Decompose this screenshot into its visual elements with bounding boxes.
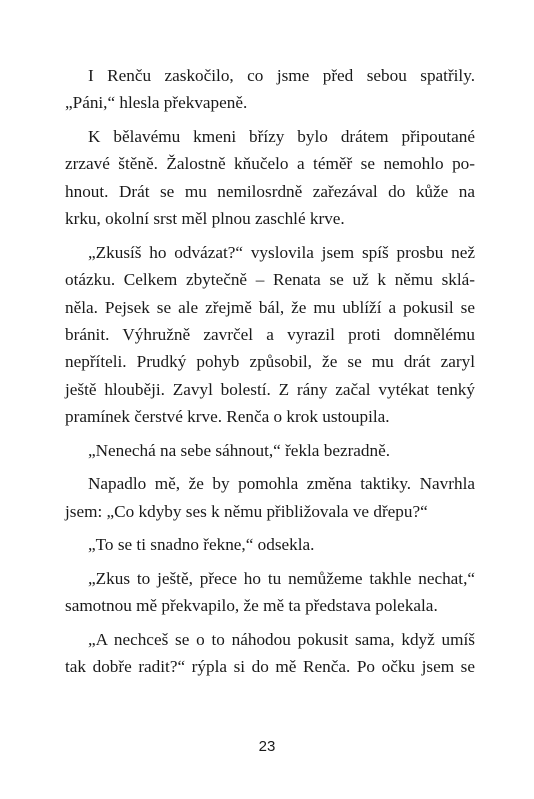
text-line: „Zkus to ještě, přece ho tu nemůžeme takhle nechat,“ bbox=[88, 569, 475, 589]
text-line: krku, okolní srst měl plnou zaschlé krve. bbox=[65, 209, 345, 229]
text-line: hnout. Drát se mu nemilosrdně zařezával do kůže na bbox=[65, 181, 475, 201]
page-number: 23 bbox=[258, 738, 276, 755]
text-line: „Nenechá na sebe sáhnout,“ řekla bezradně. bbox=[88, 440, 391, 460]
paragraph-3 bbox=[65, 239, 475, 431]
text-line: „A nechceš se o to náhodou pokusit sama, když umíš bbox=[88, 630, 475, 650]
text-line: „Páni,“ hlesla překvapeně. bbox=[65, 93, 248, 113]
text-line: otázku. Celkem zbytečně – Renata se už k němu sklá- bbox=[65, 270, 475, 290]
paragraph-7 bbox=[65, 565, 475, 620]
paragraph-8 bbox=[65, 626, 475, 681]
body-text bbox=[65, 62, 475, 687]
text-line: bránit. Výhružně zavrčel a vyrazil proti domnělému bbox=[65, 325, 475, 345]
text-line: zrzavé štěně. Žalostně kňučelo a téměř se nemohlo po- bbox=[65, 154, 475, 174]
text-line: „To se ti snadno řekne,“ odsekla. bbox=[88, 535, 315, 555]
text-line: „Zkusíš ho odvázat?“ vyslovila jsem spíš prosbu než bbox=[88, 242, 475, 262]
text-line: něla. Pejsek se ale zřejmě bál, že mu ublíží a pokusil se bbox=[65, 297, 475, 317]
text-line: jsem: „Co kdyby ses k němu přibližovala ve dřepu?“ bbox=[65, 501, 428, 521]
text-line: pramínek čerstvé krve. Renča o krok ustoupila. bbox=[65, 407, 390, 427]
paragraph-6 bbox=[65, 531, 475, 558]
paragraph-4 bbox=[65, 437, 475, 464]
text-line: I Renču zaskočilo, co jsme před sebou spatřily. bbox=[88, 66, 475, 85]
text-line: Napadlo mě, že by pomohla změna taktiky. Navrhla bbox=[88, 474, 475, 494]
text-line: ještě hlouběji. Zavyl bolestí. Z rány začal vytékat tenký bbox=[65, 379, 475, 399]
paragraph-1 bbox=[65, 62, 475, 117]
paragraph-2 bbox=[65, 123, 475, 233]
text-line: K bělavému kmeni břízy bylo drátem připoutané bbox=[88, 127, 475, 146]
text-line: samotnou mě překvapilo, že mě ta představa polekala. bbox=[65, 596, 438, 616]
paragraph-5 bbox=[65, 470, 475, 525]
text-line: nepříteli. Prudký pohyb způsobil, že se mu drát zaryl bbox=[65, 352, 475, 372]
text-line: tak dobře radit?“ rýpla si do mě Renča. Po očku jsem se bbox=[65, 657, 475, 677]
